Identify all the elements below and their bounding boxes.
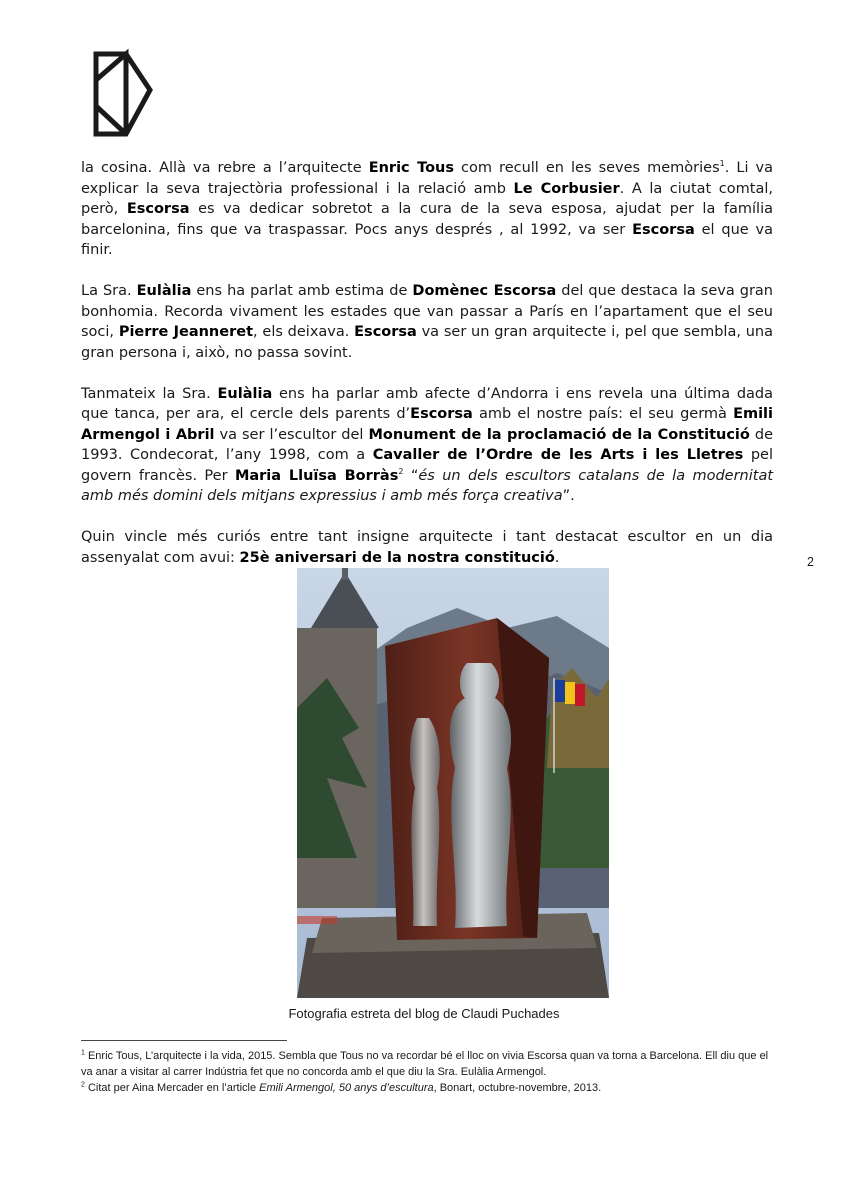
footnote-ref-1[interactable]: 1: [719, 159, 725, 169]
name-enric-tous: Enric Tous: [368, 160, 454, 176]
footnote-separator: [81, 1040, 287, 1041]
paragraph-2: La Sra. Eulàlia ens ha parlat amb estima de Domènec Escorsa del que destaca la seva gran bonhomia. Recorda vivament les estades que van passar a París en l’apartament que el seu soci, Pierre Jeanneret, els deixava. Escorsa va ser un gran arquitecte i, pel que sembla, una gran persona i, això, no passa sovint.: [81, 283, 773, 361]
quote: és un dels escultors catalans de la modernitat amb més domini dels mitjans expressius i amb més força creativa: [81, 467, 774, 504]
anniversary-highlight: 25è aniversari de la nostra constitució: [239, 549, 555, 566]
footnote-ref-2[interactable]: 2: [398, 466, 404, 476]
brand-logo-icon: [88, 48, 158, 140]
monument-photo: [297, 568, 609, 998]
document-body: [81, 158, 773, 589]
footnote-2: $^2$ Citat per Aina Mercader en l’article Emili Armengol, 50 anys d’escultura, Bonart, octubre-novembre, 2013.: [81, 1081, 602, 1094]
paragraph-3: Tanmateix la Sra. Eulàlia ens ha parlar amb afecte d’Andorra i ens revela una última dada que tanca, per ara, el cercle dels parents d’Escorsa amb el nostre país: el seu germà Emili Armengol i Abril va ser l’escultor del Monument de la proclamació de la Constitució de 1993. Condecorat, l’any 1998, com a Cavaller de l’Ordre de les Arts i les Lletres pel govern francès. Per Maria Lluïsa Borràs$^2$ “és un dels escultors catalans de la modernitat amb més domini dels mitjans expressius i amb més força creativa”.: [81, 385, 774, 504]
figure-caption: Fotografia estreta del blog de Claudi Puchades: [288, 1006, 560, 1021]
footnote-1: $^1$ Enric Tous, L’arquitecte i la vida, 2015. Sembla que Tous no va recordar bé el lloc on vivia Escorsa quan va torna a Barcelona. Ell diu que el va anar a visitar al carrer Indústria fet que no concorda amb el que diu la Sra. Eulàlia Armengol.: [81, 1049, 769, 1078]
page-number: 2: [807, 555, 814, 569]
paragraph-1: la cosina. Allà va rebre a l’arquitecte Enric Tous com recull en les seves memòries$^1$. Li va explicar la seva trajectòria professional i la relació amb Le Corbusier. A la ciutat comtal, però, Escorsa es va dedicar sobretot a la cura de la seva esposa, ajudat per la família barcelonina, fins que va traspassar. Pocs anys després , al 1992, va ser Escorsa el que va finir.: [81, 159, 774, 258]
footnotes: [81, 1048, 781, 1096]
paragraph-4: Quin vincle més curiós entre tant insigne arquitecte i tant destacat escultor en un dia assenyalat com avui: 25è aniversari de la nostra constitució.: [81, 529, 773, 566]
